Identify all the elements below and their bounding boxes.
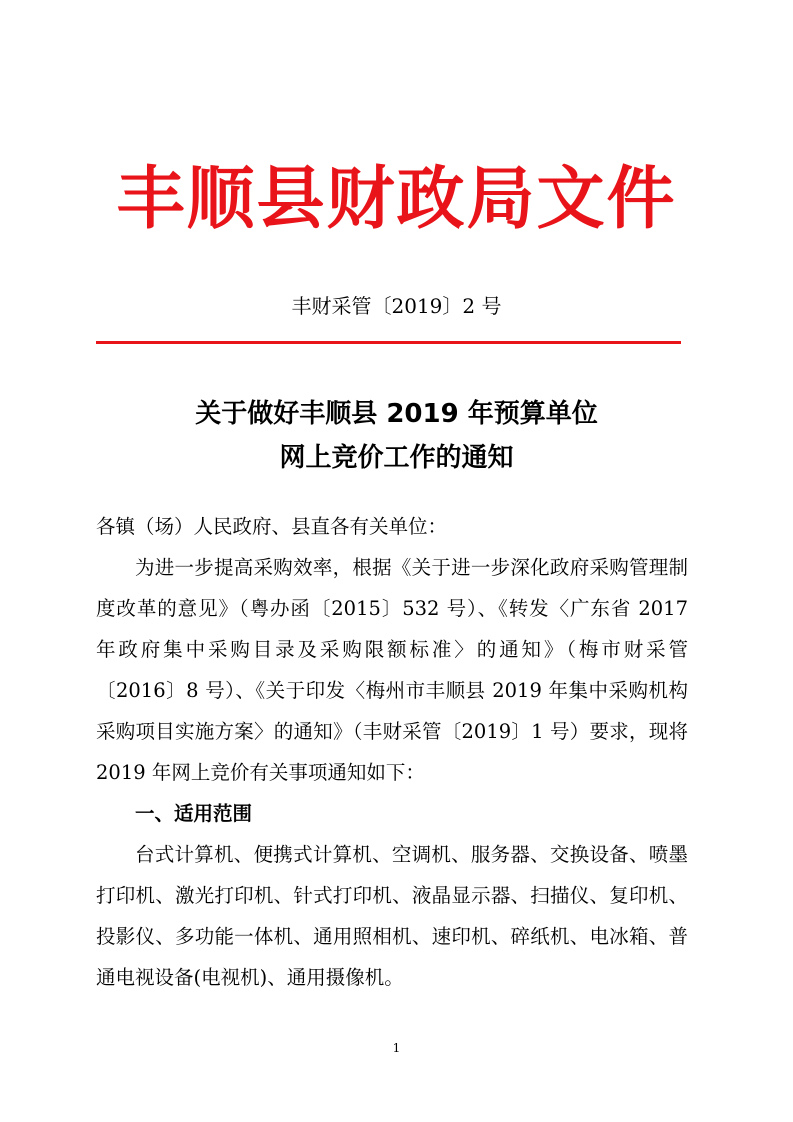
issuer-header: 丰顺县财政局文件 xyxy=(116,160,677,239)
section-heading-scope: 一、适用范围 xyxy=(135,802,253,825)
scope-paragraph: 台式计算机、便携式计算机、空调机、服务器、交换设备、喷墨打印机、激光打印机、针式打印机、液晶显示器、扫描仪、复印机、投影仪、多功能一体机、通用照相机、速印机、碎纸机、电冰箱、普通电视设备(电视机)、通用摄像机。 xyxy=(96,843,688,989)
notice-title-line-1: 关于做好丰顺县 2019 年预算单位 xyxy=(195,399,598,429)
red-separator-line xyxy=(96,341,681,344)
intro-paragraph: 为进一步提高采购效率，根据《关于进一步深化政府采购管理制度改革的意见》（粤办函〔2015〕532 号）、《转发〈广东省 2017 年政府集中采购目录及采购限额标准〉的通知》（梅市财采管〔2016〕8 号）、《关于印发〈梅州市丰顺县 2019 年集中采购机构采购项目实施方案〉的通知》（丰财采管〔2019〕1 号）要求，现将 2019 年网上竞价有关事项通知如下： xyxy=(96,556,688,784)
document-number: 丰财采管〔2019〕2 号 xyxy=(291,294,502,318)
notice-body xyxy=(96,506,688,998)
addressee-line: 各镇（场）人民政府、县直各有关单位： xyxy=(96,515,448,538)
notice-title xyxy=(0,392,793,480)
page-number: 1 xyxy=(392,1041,401,1055)
notice-title-line-2: 网上竞价工作的通知 xyxy=(279,443,514,473)
